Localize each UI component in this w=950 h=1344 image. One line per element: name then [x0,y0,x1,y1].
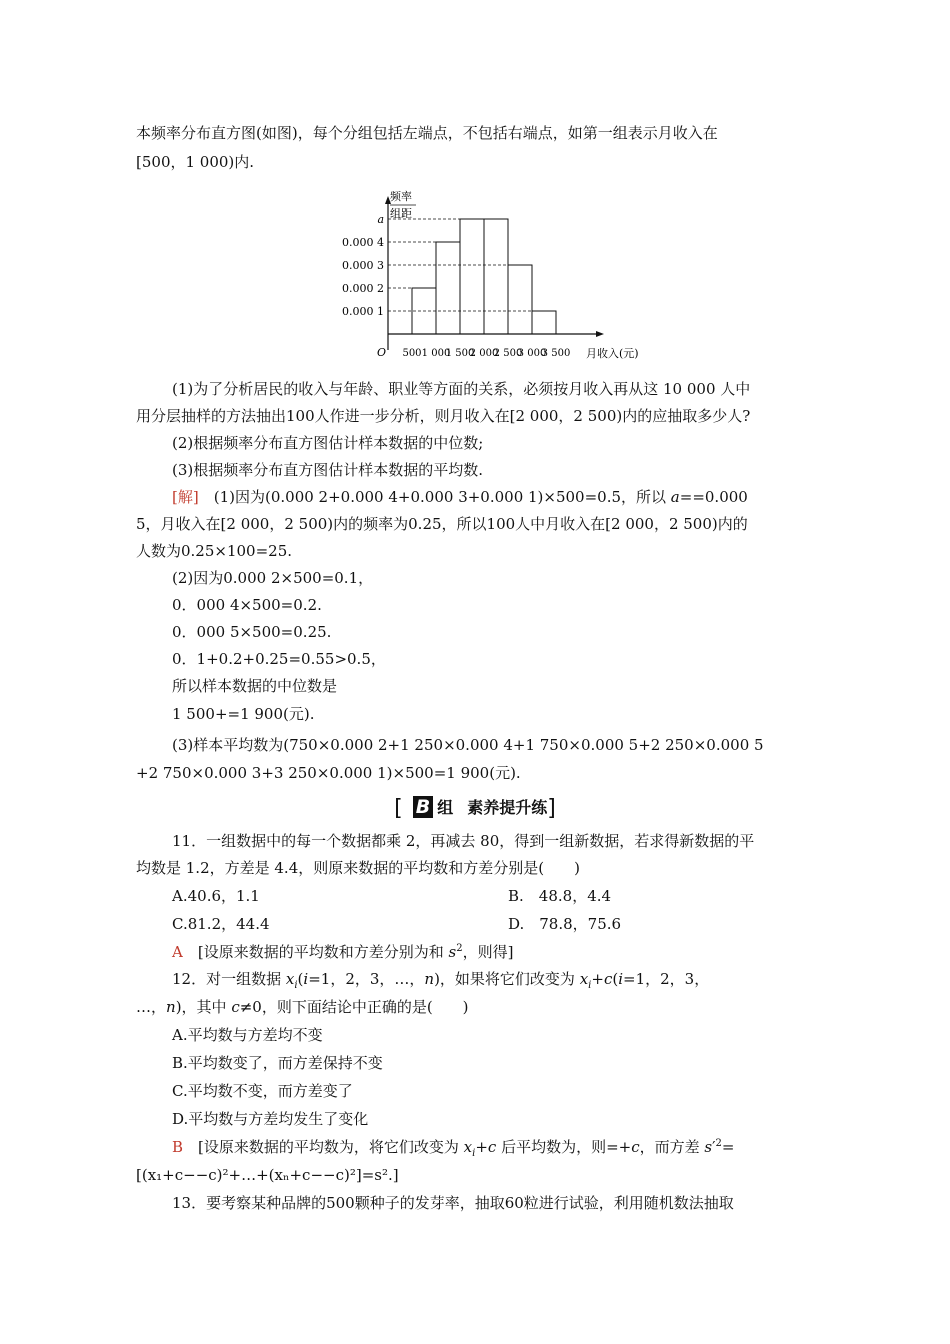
q12-e1-c: c [487,1138,497,1156]
q12-l1-end: =1，2，3， [623,970,710,988]
q12-e1-x: x [463,1138,473,1156]
group-b-close-bracket: ] [547,796,556,821]
y-tick-label-2: 0.000 3 [342,259,384,272]
q12-l1-mid: ( [297,970,304,988]
q12-line-2 [136,996,469,1018]
q12-l1-i4: i [618,970,624,988]
q12-l1-i2: i [303,970,309,988]
solution-1-line-3: 人数为0.25×100=25. [136,542,293,560]
y-tick-label-3: 0.000 4 [342,236,384,249]
solution-2-line-6: 1 500+=1 900(元). [172,705,315,723]
x-tick-label-3: 1 500 [445,348,475,359]
q12-e1-sup: 2 [715,1138,722,1149]
q12-l1-n: n [424,970,435,988]
x-tick-label-6: 3 000 [517,348,547,359]
x-tick-label-1: 500 [402,348,422,359]
q12-e1-c2: c [631,1138,640,1156]
q11-answer-line [172,941,513,963]
y-label-top: 频率 [390,190,412,203]
q12-l1-pre: 12．对一组数据 [172,970,286,988]
q11-option-b: B. 48.8，4.4 [508,887,612,905]
q12-l1-i: i [294,980,298,991]
q12-answer-line-2: [(x₁+c−−c)²+…+(xₙ+c−−c)²]=s².] [136,1166,399,1184]
q12-l1-x: x [285,970,295,988]
histogram-bar-4 [484,219,508,334]
solution-2-line-1: (2)因为0.000 2×500=0.1， [172,569,374,587]
q12-l2-n: n [166,998,176,1016]
x-axis-label: 月收入(元) [586,347,639,360]
origin-label: O [377,346,387,359]
q12-answer-line-1 [172,1136,734,1158]
q11-explain-sup: 2 [456,943,463,954]
group-b-open-bracket: [ [394,796,403,821]
group-b-word: 组 [437,798,454,817]
q12-l1-mid3: )，如果将它们改变为 [434,970,580,988]
income-histogram [330,186,639,366]
x-tick-label-2: 1 000 [421,348,451,359]
x-tick-label-4: 2 000 [469,348,499,359]
q12-l2-pre: …， [136,998,167,1016]
q12-option-d: D.平均数与方差均发生了变化 [172,1110,369,1128]
q12-e1-prime: ′ [712,1138,716,1156]
q12-e1-end: = [721,1138,735,1156]
intro-line-1: 本频率分布直方图(如图)，每个分组包括左端点，不包括右端点，如第一组表示月收入在 [136,124,718,142]
solution-3-line-2: +2 750×0.000 3+3 250×0.000 1)×500=1 900(元). [136,764,521,782]
x-tick-label-5: 2 500 [493,348,523,359]
question-1-line-2: 用分层抽样的方法抽出100人作进一步分析，则月收入在[2 000，2 500)内的应抽取多少人? [136,407,751,425]
q11-explain-post: ，则得] [462,943,514,961]
q12-l1-x2: x [579,970,589,988]
q12-e1-s: s [704,1138,713,1156]
q12-e1-mid: 后平均数为，则=+ [496,1138,632,1156]
solution-2-line-4: 0．1+0.2+0.25=0.55>0.5， [172,650,386,668]
group-b-title: 素养提升练 [467,798,548,817]
q12-l1-i3: i [588,980,592,991]
solution-1-line-2: 5，月收入在[2 000，2 500)内的频率为0.25，所以100人中月收入在[2 000，2 500)内的 [136,515,748,533]
histogram-bar-5 [508,265,532,334]
solution-1-text-end: ==0.000 [679,488,748,506]
solution-1-text: (1)因为(0.000 2+0.000 4+0.000 3+0.000 1)×500=0.5，所以 [213,488,671,506]
solution-2-line-2: 0．000 4×500=0.2. [172,596,322,614]
intro-line-2: [500，1 000)内. [136,153,255,171]
histogram-bar-6 [532,311,556,334]
x-axis-arrow [596,331,604,337]
q12-e1-plus: + [475,1138,488,1156]
q11-explain-s: s [448,943,457,961]
histogram-bar-3 [460,219,484,334]
q12-e1-pre: [设原来数据的平均数为，将它们改变为 [198,1138,464,1156]
histogram-bar-2 [436,242,460,334]
q12-e1-i: i [472,1148,476,1159]
q12-l1-c: c [603,970,613,988]
q12-l2-end: ≠0，则下面结论中正确的是( ) [239,998,469,1016]
q11-explain-pre: [设原来数据的平均数和方差分别为和 [197,943,449,961]
q12-l1-paren: ( [612,970,619,988]
q12-answer: B [172,1138,184,1156]
group-b-letter: B [413,796,433,818]
solution-2-line-5: 所以样本数据的中位数是 [172,677,338,695]
q11-option-d: D. 78.8，75.6 [508,915,622,933]
y-tick-label-1: 0.000 2 [342,282,384,295]
q11-answer: A [172,943,183,961]
solution-1-line-1 [172,486,748,508]
q11-option-a: A.40.6，1.1 [172,887,260,905]
q11-line-1: 11．一组数据中的每一个数据都乘 2，再减去 80，得到一组新数据，若求得新数据的平 [172,832,755,850]
q12-e1-mid2: ，而方差 [639,1138,705,1156]
q12-line-1 [172,968,709,990]
q12-option-b: B.平均数变了，而方差保持不变 [172,1054,383,1072]
q12-option-c: C.平均数不变，而方差变了 [172,1082,353,1100]
q13-line-1: 13．要考察某种品牌的500颗种子的发芽率，抽取60粒进行试验，利用随机数法抽取 [172,1194,734,1212]
q11-option-c: C.81.2，44.4 [172,915,270,933]
q12-l2-mid: )，其中 [175,998,232,1016]
q11-line-2: 均数是 1.2，方差是 4.4，则原来数据的平均数和方差分别是( ) [136,859,580,877]
question-1-line-1: (1)为了分析居民的收入与年龄、职业等方面的关系，必须按月收入再从这 10 000 人中 [172,380,751,398]
question-3: (3)根据频率分布直方图估计样本数据的平均数. [172,461,484,479]
solution-tag: [解] [172,488,199,506]
q12-l2-c: c [231,998,240,1016]
q12-option-a: A.平均数与方差均不变 [172,1026,323,1044]
x-tick-label-7: 3 500 [541,348,571,359]
solution-var-a: a [670,488,680,506]
y-tick-label-0: 0.000 1 [342,305,384,318]
q12-l1-plus: + [591,970,604,988]
question-2: (2)根据频率分布直方图估计样本数据的中位数; [172,434,484,452]
group-b-header [0,795,950,821]
solution-2-line-3: 0．000 5×500=0.25. [172,623,332,641]
y-tick-label-4: a [377,213,384,226]
q12-l1-mid2: =1，2，3，…， [308,970,425,988]
solution-3-line-1: (3)样本平均数为(750×0.000 2+1 250×0.000 4+1 750×0.000 5+2 250×0.000 5 [172,736,764,754]
y-label-bottom: 组距 [390,207,412,220]
